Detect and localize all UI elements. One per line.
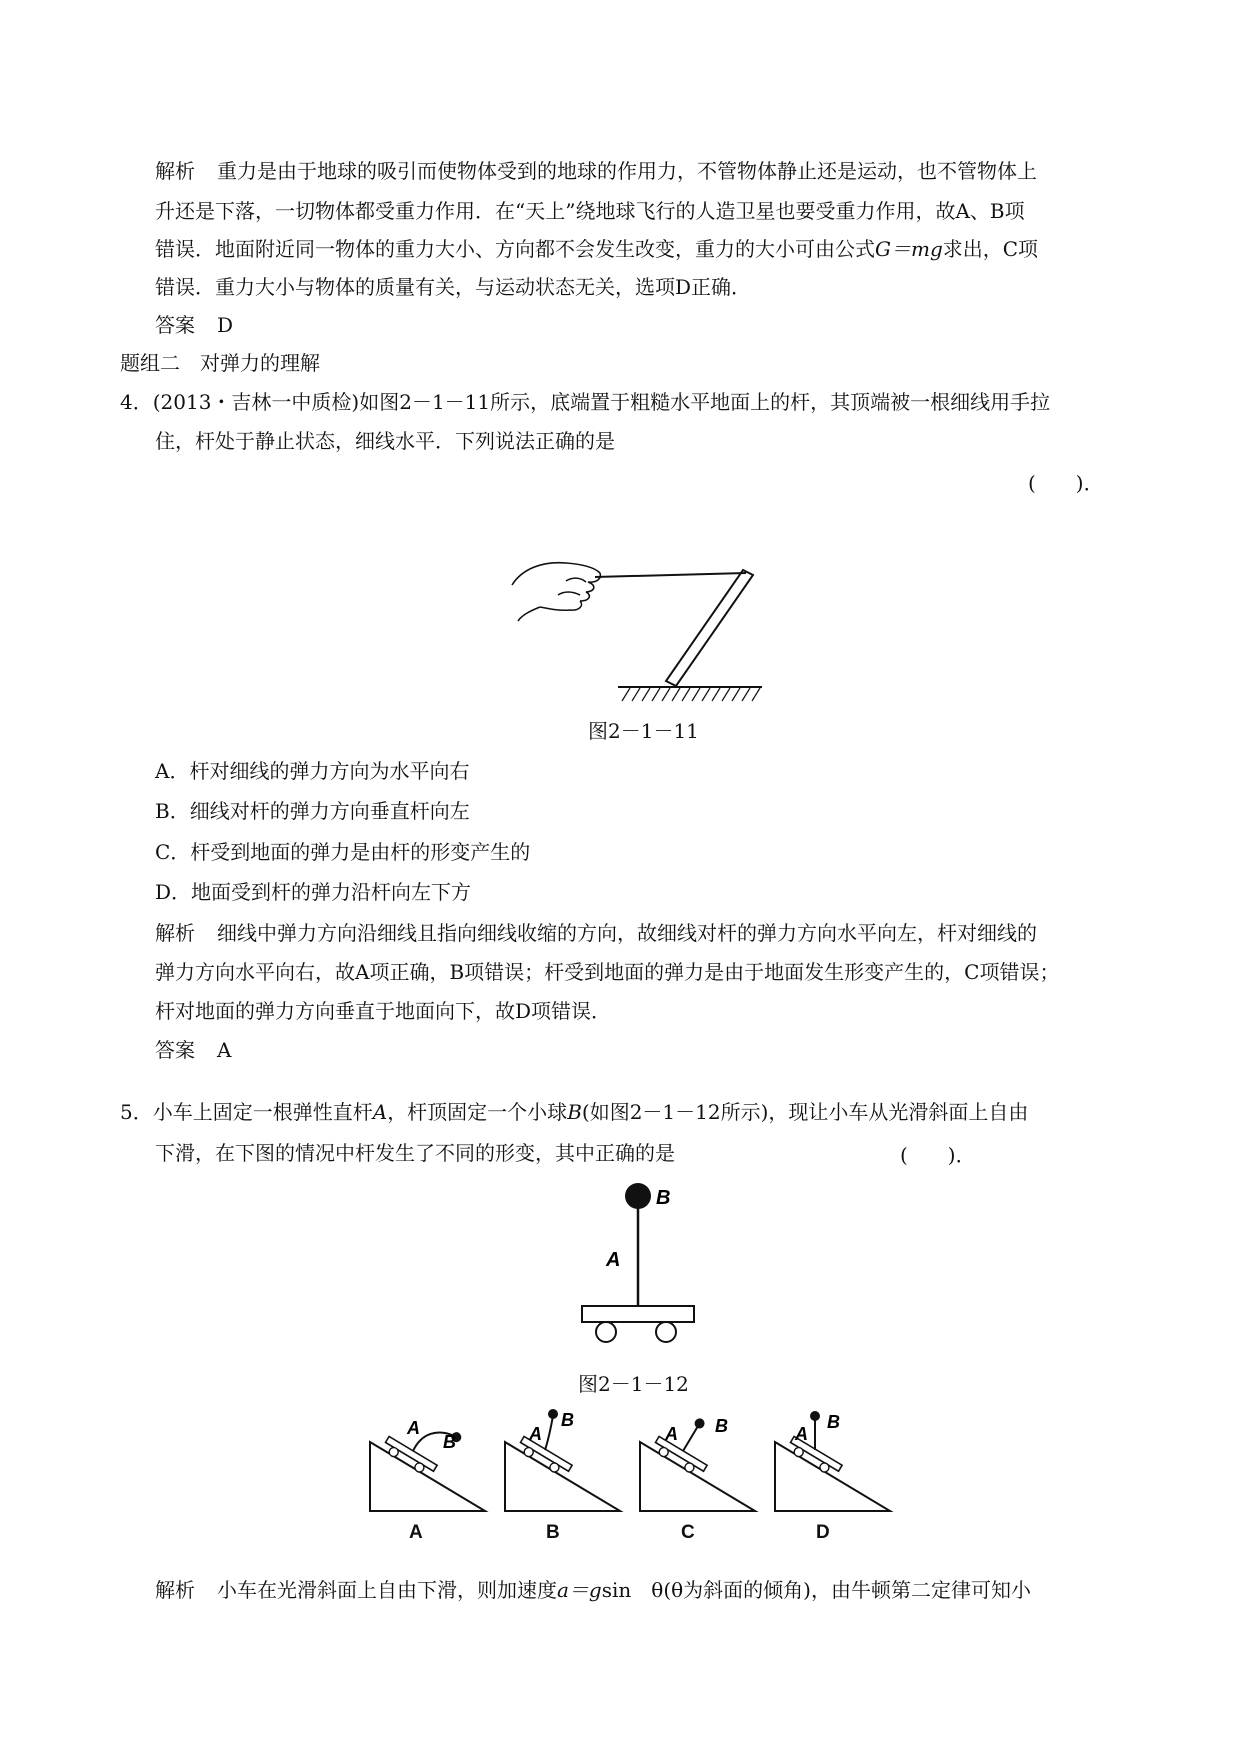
cart-wheel-left bbox=[596, 1322, 616, 1342]
q4-answer-bracket: ( )． bbox=[1028, 471, 1104, 495]
q4-line-2: 住，杆处于静止状态，细线水平．下列说法正确的是 bbox=[155, 429, 615, 453]
analysis-label: 解析 bbox=[155, 159, 195, 183]
cart-body bbox=[582, 1306, 694, 1322]
formula-g-mg: G＝mg bbox=[875, 237, 943, 261]
q4-analysis-line-2: 弹力方向水平向右，故A项正确，B项错误；杆受到地面的弹力是由于地面发生形变产生的，C项错误； bbox=[155, 960, 1060, 984]
option-figure-d bbox=[775, 1411, 890, 1511]
q3-analysis-line-3: 错误．地面附近同一物体的重力大小、方向都不会发生改变，重力的大小可由公式G＝mg求出，C项 bbox=[155, 237, 1039, 261]
opt-a-label-a: A bbox=[407, 1418, 420, 1438]
cart-wheel-right bbox=[656, 1322, 676, 1342]
figure-2-1-12 bbox=[570, 1180, 700, 1350]
option-label-b: B bbox=[546, 1522, 560, 1543]
q4-answer: 答案 A bbox=[155, 1038, 232, 1062]
opt-a-label-b: B bbox=[443, 1432, 456, 1452]
opt-d-label-a: A bbox=[795, 1424, 808, 1444]
q4-option-c: C．杆受到地面的弹力是由杆的形变产生的 bbox=[155, 840, 531, 864]
option-label-d: D bbox=[816, 1522, 830, 1543]
q4-option-a: A．杆对细线的弹力方向为水平向右 bbox=[155, 759, 470, 783]
q4-analysis-line-1: 解析 细线中弹力方向沿细线且指向细线收缩的方向，故细线对杆的弹力方向水平向左，杆对细线的 bbox=[155, 921, 1037, 945]
rod bbox=[666, 570, 753, 686]
q4-option-b: B．细线对杆的弹力方向垂直杆向左 bbox=[155, 799, 470, 823]
group-2-title: 题组二 对弹力的理解 bbox=[120, 351, 320, 375]
option-label-a: A bbox=[409, 1522, 423, 1543]
label-a: A bbox=[606, 1249, 621, 1271]
q4-option-d: D．地面受到杆的弹力沿杆向左下方 bbox=[155, 880, 472, 904]
q3-analysis-line-2: 升还是下落，一切物体都受重力作用．在“天上”绕地球飞行的人造卫星也要受重力作用，故A、B项 bbox=[155, 199, 1025, 223]
opt-b-label-a: A bbox=[529, 1424, 542, 1444]
ground-hatching bbox=[622, 688, 760, 701]
q5-line-1: 5．小车上固定一根弹性直杆A，杆顶固定一个小球B(如图2－1－12所示)，现让小车从光滑斜面上自由 bbox=[120, 1100, 1029, 1124]
q5-analysis-line-1: 解析 小车在光滑斜面上自由下滑，则加速度a＝gsin θ(θ为斜面的倾角)，由牛顿第二定律可知小 bbox=[155, 1578, 1031, 1602]
q5-option-figures bbox=[365, 1408, 905, 1518]
option-figure-c bbox=[640, 1408, 755, 1511]
opt-c-label-b: B bbox=[715, 1416, 728, 1436]
option-label-c: C bbox=[681, 1522, 695, 1543]
opt-b-label-b: B bbox=[561, 1410, 574, 1430]
q3-answer: 答案 D bbox=[155, 313, 234, 337]
figure-2-1-11-caption: 图2－1－11 bbox=[588, 719, 699, 743]
hand bbox=[512, 563, 600, 621]
string bbox=[595, 573, 746, 577]
q3-analysis-line-1: 解析 重力是由于地球的吸引而使物体受到的地球的作用力，不管物体静止还是运动，也不管物体上 bbox=[155, 159, 1037, 183]
q4-analysis-line-3: 杆对地面的弹力方向垂直于地面向下，故D项错误． bbox=[155, 999, 612, 1023]
figure-2-1-12-caption: 图2－1－12 bbox=[578, 1372, 689, 1396]
q3-analysis-line-4: 错误．重力大小与物体的质量有关，与运动状态无关，选项D正确． bbox=[155, 275, 752, 299]
option-figure-b bbox=[505, 1409, 620, 1511]
opt-d-label-b: B bbox=[827, 1412, 840, 1432]
q5-line-2: 下滑，在下图的情况中杆发生了不同的形变，其中正确的是 bbox=[155, 1141, 675, 1165]
figure-2-1-11 bbox=[500, 555, 770, 705]
q4-line-1: 4．(2013・吉林一中质检)如图2－1－11所示，底端置于粗糙水平地面上的杆，其顶端被一根细线用手拉 bbox=[120, 390, 1051, 414]
option-figure-a bbox=[370, 1408, 485, 1511]
ball-b bbox=[625, 1183, 651, 1209]
label-b: B bbox=[656, 1187, 671, 1209]
q5-answer-bracket: ( )． bbox=[900, 1143, 976, 1167]
opt-c-label-a: A bbox=[665, 1424, 678, 1444]
